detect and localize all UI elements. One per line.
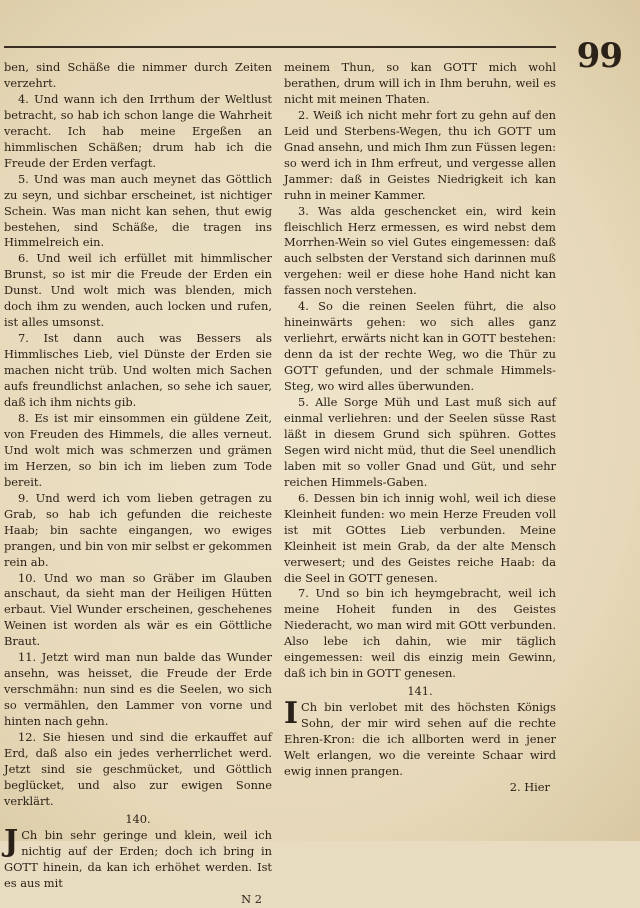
verse-6: 6. Dessen bin ich innig wohl, weil ich diese Kleinheit funden: wo mein Herze Freuden voll ist mit GOttes Lieb verbunden. Meine Kleinheit ist mein Grab, da der alte Mensch verwesert; und des Geistes reiche Haab: da die Seel in GOTT genesen. bbox=[284, 490, 556, 585]
page-number: 99 bbox=[576, 36, 622, 76]
verse-9: 9. Und werd ich vom lieben getragen zu Grab, so hab ich gefunden die reicheste Haab; bin sachte eingangen, wo ewiges prangen, und bin von mir selbst er gekommen rein ab. bbox=[4, 490, 272, 569]
verse-4: 4. So die reinen Seelen führt, die also hineinwärts gehen: wo sich alles ganz verliehrt, erwärts nicht kan in GOTT bestehen: denn da ist der rechte Weg, wo die Thür zu GOTT gefunden, und der schmale Himmels-Steg, wo wird alles überwunden. bbox=[284, 299, 556, 394]
hymn-first-text: Ch bin verlobet mit des höchsten Königs Sohn, der mir wird sehen auf die rechte Ehren-Kron: die ich allborten werd in jener Welt erlangen, wo die vereinte Schaar wird ewig innen prangen. bbox=[284, 700, 556, 778]
hymn-first-text: Ch bin sehr geringe und klein, weil ich nichtig auf der Erden; doch ich bring in GOTT hinein, da kan ich erhöhet werden. Ist es aus mit bbox=[4, 827, 272, 890]
verse-6: 6. Und weil ich erfüllet mit himmlischer Brunst, so ist mir die Freude der Erden ein Dunst. Und wolt mich was blenden, mich doch ihm zu wenden, auch locken und rufen, ist alles umsonst. bbox=[4, 251, 272, 330]
signature-line bbox=[4, 892, 272, 908]
right-column bbox=[284, 60, 556, 796]
drop-cap: J bbox=[4, 823, 19, 859]
catchword-line bbox=[284, 780, 556, 796]
verse-3: 3. Was alda geschencket ein, wird kein fleischlich Herz ermessen, es wird nebst dem Morrhen-Wein so viel Gutes eingemessen: daß auch selbsten der Verstand sich darinnen muß vergehen: weil er diese hohe Hand nicht kan fassen noch verstehen. bbox=[284, 203, 556, 298]
verse-2: 2. Weiß ich nicht mehr fort zu gehn auf den Leid und Sterbens-Wegen, thu ich GOTT um Gnad ansehn, und mich Ihm zun Füssen legen: so werd ich in Ihm erfreut, und vergesse allen Jammer: daß in Geistes Niedrigkeit ich kan ruhn in meiner Kammer. bbox=[284, 107, 556, 202]
hymn-first-verse bbox=[284, 696, 556, 780]
drop-cap: I bbox=[284, 696, 299, 732]
verse-7: 7. Ist dann auch was Bessers als Himmlisches Lieb, viel Dünste der Erden sie machen nicht trüb. Und wolten mich Sachen aufs freundlichst anlachen, so sehe ich sauer, daß ich ihm nichts gib. bbox=[4, 331, 272, 410]
header-rule bbox=[4, 46, 556, 48]
hymn-first-verse bbox=[4, 823, 272, 892]
verse-12: 12. Sie hiesen und sind die erkauffet auf Erd, daß also ein jedes verherrlichet werd. Jetzt sind sie geschmücket, und Göttlich beglücket, und also zur ewigen Sonne verklärt. bbox=[4, 730, 272, 808]
verse-5: 5. Alle Sorge Müh und Last muß sich auf einmal verliehren: und der Seelen süsse Rast läßt in diesem Grund sich spühren. Gottes Segen wird nicht müd, thut die Seel unendlich laben mit so voller Gnad und Güt, und sehr reichen Himmels-Gaben. bbox=[284, 395, 556, 489]
verse-4: 4. Und wann ich den Irrthum der Weltlust betracht, so hab ich schon lange die Wahrheit veracht. Ich hab meine Ergeßen an himmlischen Schäßen; drum hab ich die Freude der Erden verfagt. bbox=[4, 91, 272, 170]
verse-10: 10. Und wo man so Gräber im Glauben anschaut, da sieht man der Heiligen Hütten erbaut. Viel Wunder erscheinen, geschehenes Weinen ist worden als wär es ein Göttliche Braut. bbox=[4, 570, 272, 649]
verse-5: 5. Und was man auch meynet das Göttlich zu seyn, und sichbar erscheinet, ist nichtiger Schein. Was man nicht kan sehen, thut ewig bestehen, sind Schäße, die tragen ins Himmelreich ein. bbox=[4, 171, 272, 250]
hymn-number: 140. bbox=[125, 811, 151, 826]
catchword: 2. Hier bbox=[509, 779, 550, 794]
signature-mark: N 2 bbox=[241, 891, 262, 906]
verse-7: 7. Und so bin ich heymgebracht, weil ich meine Hoheit funden in des Geistes Niederacht, wo man wird mit GOtt verbunden. Also lebe ich dahin, wie mir täglich eingemessen: weil dis einzig mein Gewinn, daß ich bin in GOTT genesen. bbox=[284, 586, 556, 681]
verse-line: meinem Thun, so kan GOTT mich wohl berathen, drum will ich in Ihm beruhn, weil es nicht mit meinen Thaten. bbox=[284, 60, 556, 106]
hymn-number: 141. bbox=[407, 684, 433, 699]
left-column bbox=[4, 60, 272, 908]
verse-11: 11. Jetzt wird man nun balde das Wunder ansehn, was heisset, die Freude der Erde verschmähn: nun sind es die Seelen, wo sich so vermählen, den Lammer von vorne und hinten nach gehn. bbox=[4, 650, 272, 729]
verse-line: ben, sind Schäße die nimmer durch Zeiten verzehrt. bbox=[4, 60, 272, 90]
verse-8: 8. Es ist mir einsommen ein güldene Zeit, von Freuden des Himmels, die alles verneut. Und wolt mich was schmerzen und grämen im Herzen, so bin ich im lieben zum Tode bereit. bbox=[4, 410, 272, 489]
